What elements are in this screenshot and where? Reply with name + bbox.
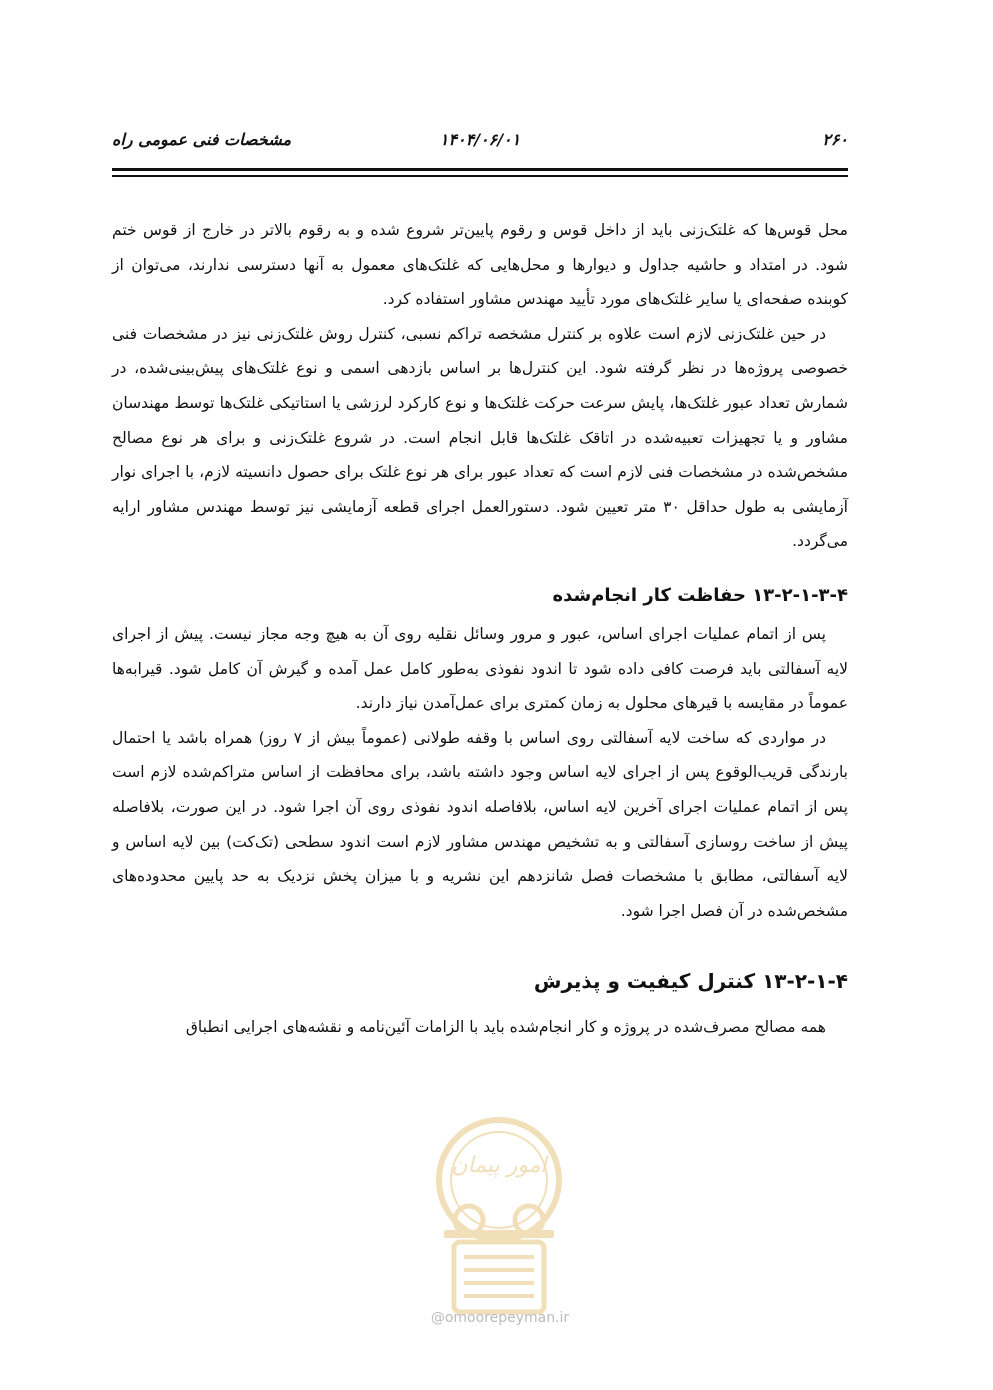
watermark-site: @omoorepeyman.ir	[430, 1310, 570, 1326]
paragraph-4: در مواردی که ساخت لایه آسفالتی روی اساس با وقفه طولانی (عموماً بیش از ۷ روز) همراه باشد یا احتمال بارندگی قریب‌الوقوع پس از اجرای لایه اساس وجود داشته باشد، برای محافظت از اساس متراکم‌شده لازم است پس از اتمام عملیات اجرای آخرین لایه اساس، بلافاصله اندود نفوذی روی آن اجرا شود. در این صورت، بلافاصله پیش از ساخت روسازی آسفالتی و به تشخیص مهندس مشاور لازم است اندود سطحی (تک‌کت) بین لایه اساس و لایه آسفالتی، مطابق با مشخصات فصل شانزدهم این نشریه و با میزان پخش نزدیک به حد پایین محدوده‌های مشخص‌شده در آن فصل اجرا شود.	[112, 728, 848, 920]
paragraph-3: پس از اتمام عملیات اجرای اساس، عبور و مرور وسائل نقلیه روی آن به هیچ وجه مجاز نیست. پیش از اجرای لایه آسفالتی باید فرصت کافی داده شود تا اندود نفوذی به‌طور کامل عمل آمده و گیرش آن کامل شود. قیرابه‌ها عموماً در مقایسه با قیرهای محلول به زمان کمتری برای عمل‌آمدن نیاز دارند.	[112, 624, 848, 713]
section-heading-protection: ۱۳-۲-۱-۳-۴ حفاظت کار انجام‌شده	[552, 584, 848, 606]
header-date: ۱۴۰۴/۰۶/۰۱	[439, 130, 521, 149]
header-rule-thin	[112, 175, 848, 177]
header-rule-thick	[112, 168, 848, 171]
svg-text:امور پیمان: امور پیمان	[451, 1153, 547, 1178]
page-number: ۲۶۰	[822, 130, 848, 149]
page-header	[112, 130, 848, 160]
watermark-logo-icon	[414, 1110, 584, 1320]
paragraph-1: محل قوس‌ها که غلتک‌زنی باید از داخل قوس و رقوم پایین‌تر شروع شده و به رقوم بالاتر در خارج از قوس ختم شود. در امتداد و حاشیه جداول و دیوارها و محل‌هایی که غلتک‌های معمول به آنها دسترسی ندارند، می‌توان از کوبنده صفحه‌ای یا سایر غلتک‌های مورد تأیید مهندس مشاور استفاده کرد.	[112, 221, 848, 309]
paragraph-5: همه مصالح مصرف‌شده در پروژه و کار انجام‌شده باید با الزامات آئین‌نامه و نقشه‌های اجرایی انطباق	[185, 1018, 826, 1037]
section-heading-quality-control: ۱۳-۲-۱-۴ کنترل کیفیت و پذیرش	[533, 969, 848, 994]
body-text	[112, 213, 848, 1045]
header-title: مشخصات فنی عمومی راه	[112, 130, 292, 149]
paragraph-2: در حین غلتک‌زنی لازم است علاوه بر کنترل مشخصه تراکم نسبی، کنترل روش غلتک‌زنی نیز در مشخصات فنی خصوصی پروژه‌ها در نظر گرفته شود. این کنترل‌ها بر اساس بازدهی اسمی و نوع غلتک‌های پیش‌بینی‌شده، در شمارش تعداد عبور غلتک‌ها، پایش سرعت حرکت غلتک‌ها و نوع کارکرد لرزشی یا استاتیکی غلتک‌ها توسط مهندسان مشاور و یا تجهیزات تعبیه‌شده در اتاقک غلتک‌ها قابل انجام است. در شروع غلتک‌زنی و برای هر نوع مصالح مشخص‌شده در مشخصات فنی لازم است که تعداد عبور برای هر نوع غلتک برای حصول دانسیته لازم، با اجرای نوار آزمایشی به طول حداقل ۳۰ متر تعیین شود. دستورالعمل اجرای قطعه آزمایشی نیز توسط مهندس مشاور ارایه می‌گردد.	[112, 324, 848, 551]
